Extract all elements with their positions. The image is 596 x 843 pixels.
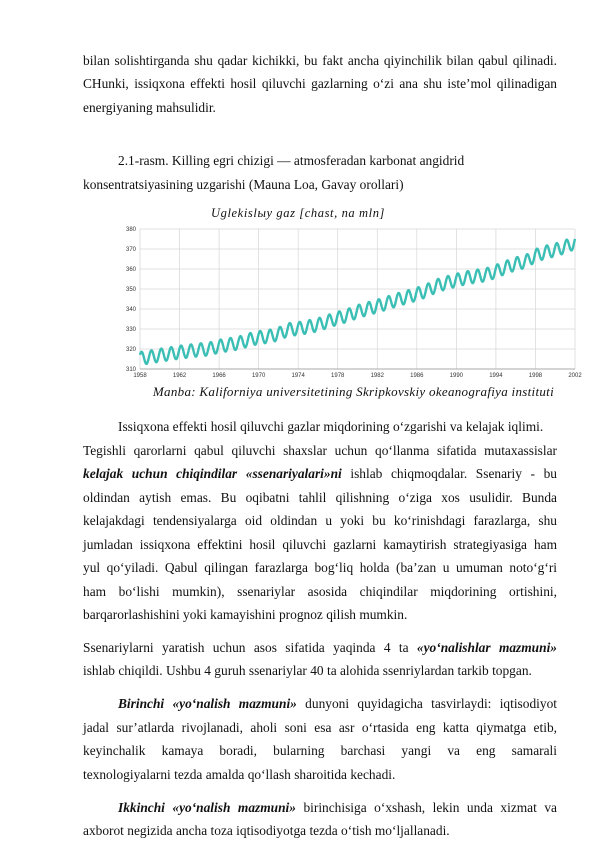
figure-caption: konsentratsiyasining uzgarishi (Mauna Loa, Gavay orollari) [83, 177, 404, 192]
text-line: keyinchalik kamaya boradi, bularning barchasi yangi va eng samarali [83, 743, 557, 758]
x-tick-label: 2002 [568, 373, 582, 379]
y-tick-label: 320 [125, 347, 136, 353]
text-line: axborot negizida ancha toza iqtisodiyotga tezda o‘tish mo‘ljallanadi. [83, 823, 450, 838]
series-line [140, 239, 575, 364]
emphasis-text: Ikkinchi «yo‘nalish mazmuni» [118, 800, 296, 815]
x-tick-label: 1994 [489, 373, 503, 379]
text-line: CHunki, issiqxona effekti hosil qiluvchi gazlarning o‘zi ana shu iste’mol qilinadigan [83, 76, 557, 91]
y-tick-label: 310 [125, 367, 136, 373]
x-tick-label: 1958 [133, 373, 147, 379]
x-tick-label: 1966 [212, 373, 226, 379]
x-tick-label: 1986 [410, 373, 424, 379]
text-line: yul qo‘yiladi. Qabul qilingan farazlarga bog‘liq holda (ba’zan u umuman noto‘g‘ri [83, 560, 557, 575]
y-tick-label: 330 [125, 327, 136, 333]
text-line: bilan solishtirganda shu qadar kichikki, bu fakt ancha qiyinchilik bilan qabul qilinadi. [83, 53, 557, 68]
x-tick-label: 1982 [370, 373, 384, 379]
y-tick-label: 340 [125, 307, 136, 313]
text-line: Issiqxona effekti hosil qiluvchi gazlar miqdorining o‘zgarishi va kelajak iqlimi. [118, 419, 544, 434]
x-tick-label: 1998 [528, 373, 543, 379]
text-line: Ikkinchi «yo‘nalish mazmuni» birinchisiga o‘xshash, lekin unda xizmat va [118, 800, 557, 815]
x-tick-label: 1974 [291, 373, 305, 379]
x-tick-label: 1990 [449, 373, 464, 379]
x-tick-label: 1970 [251, 373, 266, 379]
y-tick-label: 370 [125, 247, 136, 253]
co2-line-chart [100, 222, 580, 382]
emphasis-text: Birinchi «yo‘nalish mazmuni» [118, 696, 297, 711]
text-line: oldindan aytish emas. Bu oqibatni tahlil qilishning o‘ziga xos usulidir. Bunda [83, 490, 557, 505]
text-line: energiyaning mahsulidir. [83, 100, 216, 115]
text-line: kelajak uchun chiqindilar «ssenariyalari»ni ishlab chiqmoqdalar. Ssenariy - bu [83, 466, 557, 481]
chart-source: Manba: Kaliforniya universitetining Skripkovskiy okeanografiya instituti [152, 384, 554, 399]
y-tick-label: 380 [125, 227, 136, 233]
text-line: Ssenariylarni yaratish uchun asos sifatida yaqinda 4 ta «yo‘nalishlar mazmuni» [83, 640, 557, 655]
text-line: ham bo‘lishi mumkin), ssenariylar asosida chiqindilar miqdorining ortishini, [83, 584, 557, 599]
text-line: jumladan issiqxona effektini hosil qiluvchi gazlarni kamaytirish strategiyasiga ham [83, 537, 557, 552]
text-line: Tegishli qarorlarni qabul qiluvchi shaxslar uchun qo‘llanma sifatida mutaxassislar [83, 443, 557, 458]
text-line: Birinchi «yo‘nalish mazmuni» dunyoni quyidagicha tasvirlaydi: iqtisodiyot [118, 696, 557, 711]
text-line: ishlab chiqildi. Ushbu 4 guruh ssenariylar 40 ta alohida ssenriylardan tarkib topgan. [83, 663, 532, 678]
emphasis-text: «yo‘nalishlar mazmuni» [416, 640, 557, 655]
emphasis-text: kelajak uchun chiqindilar «ssenariyalari»ni [83, 466, 342, 481]
text-line: barqarorlashishini yoki kamayishini prognoz qilish mumkin. [83, 607, 408, 622]
chart-title: Uglekislыy gaz [chast, na mln] [210, 206, 386, 220]
y-tick-label: 360 [125, 267, 136, 273]
y-tick-label: 350 [125, 287, 136, 293]
text-line: jadal sur’atlarda rivojlanadi, aholi soni esa asr o‘rtasida eng katta qiymatga etib, [83, 720, 557, 735]
figure-caption: 2.1-rasm. Killing egri chizigi — atmosferadan karbonat angidrid [118, 153, 465, 168]
x-tick-label: 1962 [172, 373, 187, 379]
text-line: kelajakdagi tendensiyalarga oid oldindan u yoki bu ko‘rinishdagi farazlarga, shu [83, 513, 557, 528]
x-tick-label: 1978 [331, 373, 345, 379]
text-line: texnologiyalarni tezda amalda qo‘llash sharoitida kechadi. [83, 767, 396, 782]
